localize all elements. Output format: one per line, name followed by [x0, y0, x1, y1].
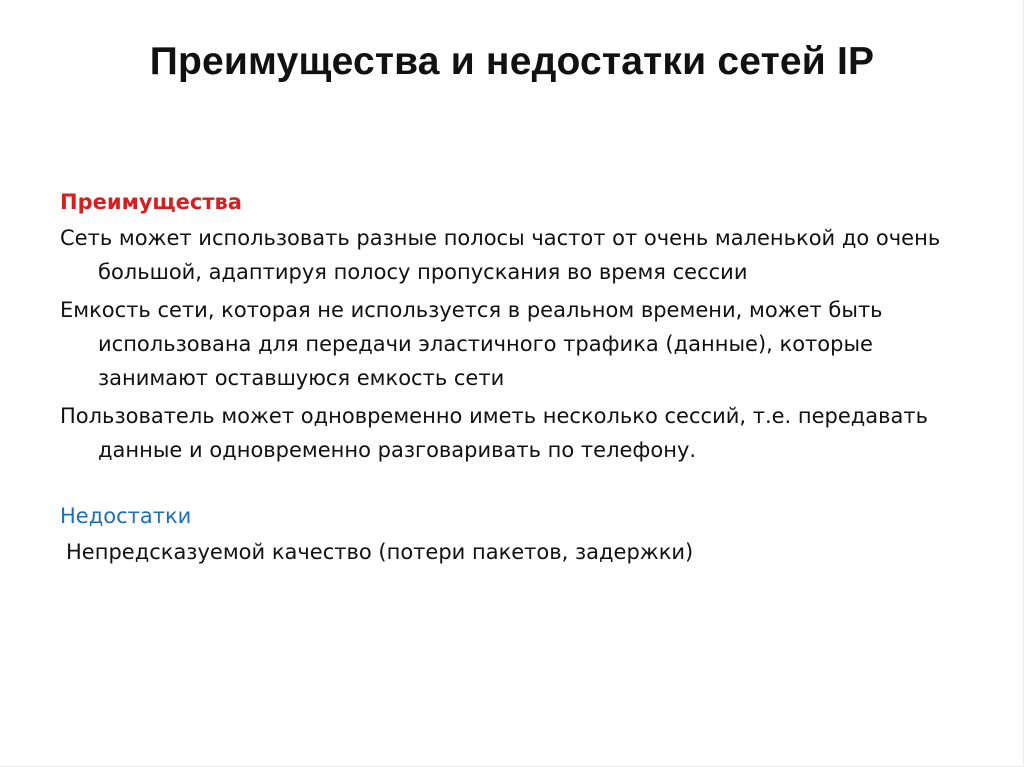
- advantages-heading: Преимущества: [60, 190, 242, 214]
- slide-title: Преимущества и недостатки сетей IP: [149, 40, 875, 83]
- slide-body: [60, 185, 980, 569]
- disadvantage-item-1: Непредсказуемой качество (потери пакетов, задержки): [66, 540, 694, 564]
- advantage-item-1: Сеть может использовать разные полосы частот от очень маленькой до очень большой, адаптируя полосу пропускания во время сессии: [60, 226, 941, 284]
- advantage-item-3: Пользователь может одновременно иметь несколько сессий, т.е. передавать данные и одновременно разговаривать по телефону.: [60, 404, 929, 462]
- advantage-item-2: Емкость сети, которая не используется в реальном времени, может быть использована для передачи эластичного трафика (данные), которые занимают оставшуюся емкость сети: [60, 298, 883, 390]
- disadvantages-heading: Недостатки: [60, 504, 192, 528]
